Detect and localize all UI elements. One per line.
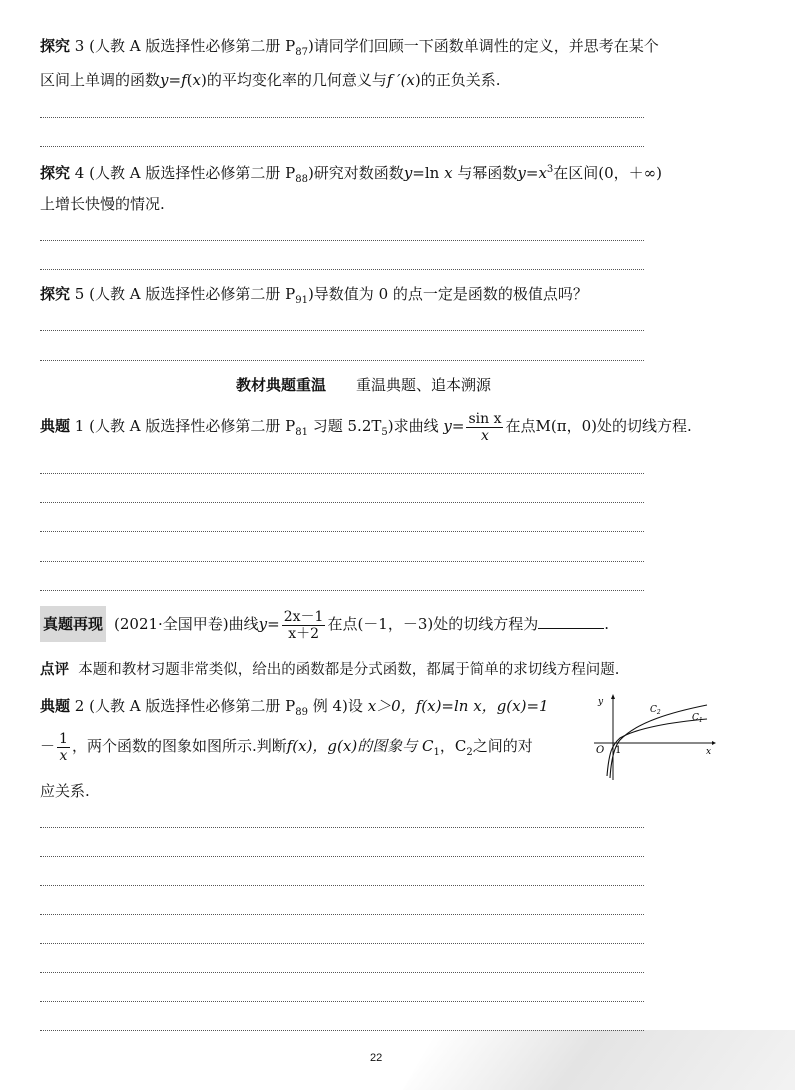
page-corner-shadow — [403, 1030, 795, 1090]
section-title: 教材典题重温 — [236, 376, 327, 394]
answer-line — [40, 561, 644, 562]
comment-line: 点评 本题和教材习题非常类似，给出的函数都是分式函数，都属于简单的求切线方程问题. — [40, 661, 620, 678]
fraction: $\frac{2x-1}{x+2}$ — [283, 608, 324, 642]
answer-line — [40, 590, 644, 591]
y-axis-arrow — [611, 694, 615, 699]
q3-line2: 区间上单调的函数y=f(x)的平均变化率的几何意义与f ′(x)的正负关系. — [40, 71, 501, 89]
q4-line2: 上增长快慢的情况. — [40, 195, 165, 213]
answer-line — [40, 885, 644, 886]
answer-line — [40, 972, 644, 973]
answer-line — [40, 146, 644, 147]
answer-line — [40, 531, 644, 532]
answer-line — [40, 473, 644, 474]
real-exam-line: 真题再现 (2021·全国甲卷)曲线y= $\frac{2x-1}{x+2}$ 在点(－1，－3)处的切线方程为 . — [40, 606, 609, 642]
answer-line — [40, 330, 644, 331]
origin-label: O — [596, 745, 605, 756]
answer-line — [40, 1001, 644, 1002]
q3-line1: 探究 3 (人教 A 版选择性必修第二册 $P_{87}$)请同学们回顾一下函数单调性的定义，并思考在某个 — [40, 37, 659, 58]
answer-line — [40, 117, 644, 118]
answer-line — [40, 856, 644, 857]
y-label: y — [598, 697, 604, 707]
x-label: x — [706, 747, 712, 757]
answer-line — [40, 360, 644, 361]
ex2-line2: － $\frac{1}{x}$ ，两个函数的图象如图所示.判断f(x)，g(x)的图象与 $C_1$，$C_2$之间的对 — [40, 730, 533, 764]
curve-c1 — [607, 719, 707, 776]
ex2-line1: 典题 2 (人教 A 版选择性必修第二册 $P_{89}$ 例 4)设 x＞0，f(x)=ln x，g(x)=1 — [40, 697, 549, 718]
page-number: 22 — [370, 1052, 383, 1064]
answer-line — [40, 502, 644, 503]
q5-line: 探究 5 (人教 A 版选择性必修第二册 $P_{91}$)导数值为 0 的点一定是函数的极值点吗？ — [40, 285, 588, 306]
answer-line — [40, 1030, 644, 1031]
real-exam-tag: 真题再现 — [40, 606, 106, 642]
fraction: $\frac{\text{sin x}}{x}$ — [468, 410, 502, 444]
c1-label: $C_1$ — [692, 713, 703, 724]
one-label: 1 — [615, 745, 622, 756]
answer-line — [40, 269, 644, 270]
answer-line — [40, 240, 644, 241]
answer-line — [40, 914, 644, 915]
c2-label: $C_2$ — [650, 705, 661, 716]
fraction: $\frac{1}{x}$ — [59, 730, 68, 764]
answer-line — [40, 943, 644, 944]
section-subtitle: 重温典题、追本溯源 — [356, 376, 492, 394]
function-graph — [592, 692, 717, 782]
q4-line1: 探究 4 (人教 A 版选择性必修第二册 $P_{88}$)研究对数函数y=ln x 与幂函数$y=x^3$在区间(0，＋∞) — [40, 164, 663, 185]
ex1-line: 典题 1 (人教 A 版选择性必修第二册 $P_{81}$ 习题 $5.2T_5$)求曲线 y= $\frac{\text{sin x}}{x}$ 在点M(π，0)处的切线方程. — [40, 410, 692, 444]
section-heading — [236, 374, 491, 395]
ex2-line3: 应关系. — [40, 782, 90, 800]
answer-line — [40, 827, 644, 828]
x-axis-arrow — [712, 741, 716, 745]
fill-blank[interactable] — [538, 614, 604, 629]
